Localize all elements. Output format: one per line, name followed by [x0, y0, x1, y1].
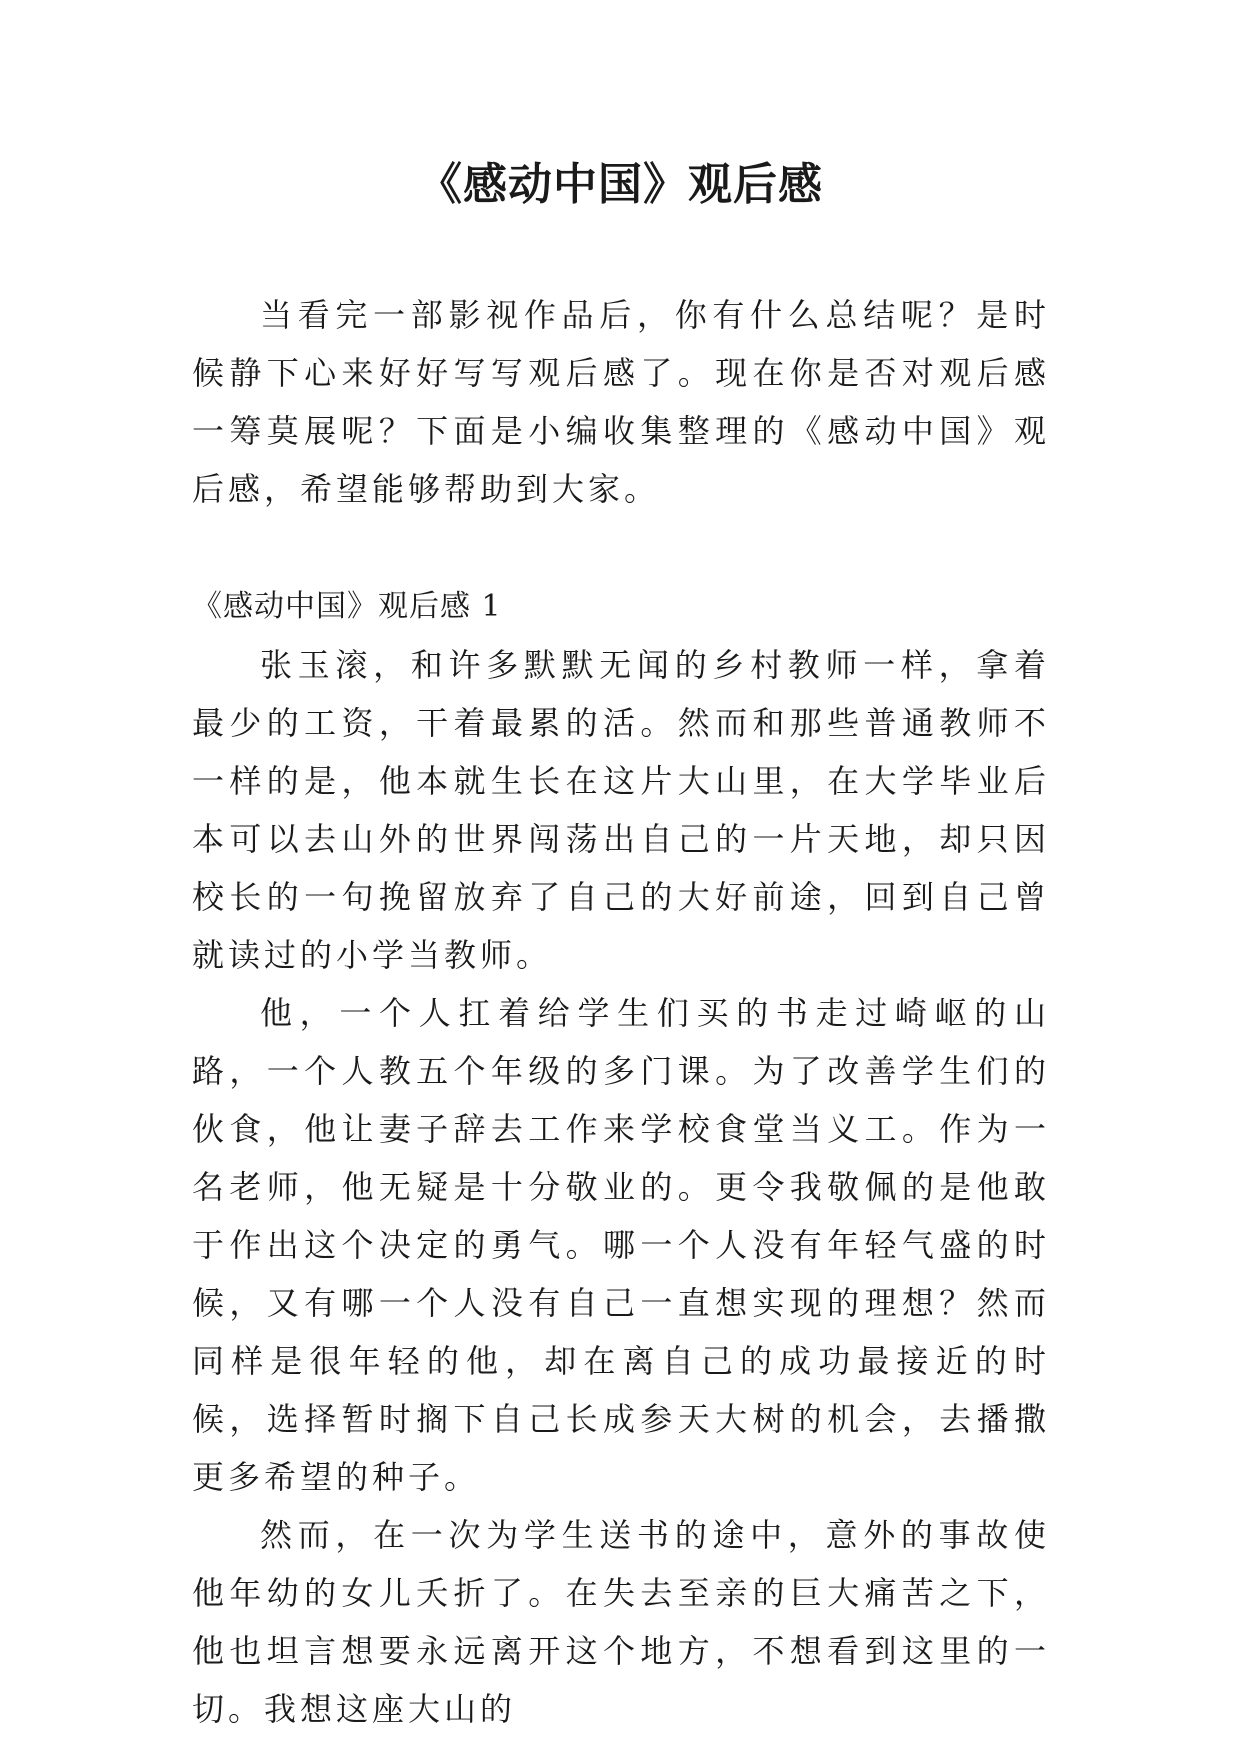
document-title: 《感动中国》观后感	[418, 159, 823, 210]
body-paragraph-1: 张玉滚，和许多默默无闻的乡村教师一样，拿着最少的工资，干着最累的活。然而和那些普通教师不一样的是，他本就生长在这片大山里，在大学毕业后本可以去山外的世界闯荡出自己的一片天地，却只因校长的一句挽留放弃了自己的大好前途，回到自己曾就读过的小学当教师。	[192, 646, 1050, 974]
body-paragraph-3: 然而，在一次为学生送书的途中，意外的事故使他年幼的女儿夭折了。在失去至亲的巨大痛苦之下，他也坦言想要永远离开这个地方，不想看到这里的一切。我想这座大山的	[192, 1516, 1050, 1728]
body-paragraph-2: 他，一个人扛着给学生们买的书走过崎岖的山路，一个人教五个年级的多门课。为了改善学生们的伙食，他让妻子辞去工作来学校食堂当义工。作为一名老师，他无疑是十分敬业的。更令我敬佩的是他敢于作出这个决定的勇气。哪一个人没有年轻气盛的时候，又有哪一个人没有自己一直想实现的理想？然而同样是很年轻的他，却在离自己的成功最接近的时候，选择暂时搁下自己长成参天大树的机会，去播撒更多希望的种子。	[192, 994, 1050, 1496]
section-heading: 《感动中国》观后感 1	[192, 589, 502, 624]
document-body	[192, 286, 1050, 1738]
intro-paragraph: 当看完一部影视作品后，你有什么总结呢？是时候静下心来好好写写观后感了。现在你是否对观后感一筹莫展呢？下面是小编收集整理的《感动中国》观后感，希望能够帮助到大家。	[192, 296, 1050, 508]
